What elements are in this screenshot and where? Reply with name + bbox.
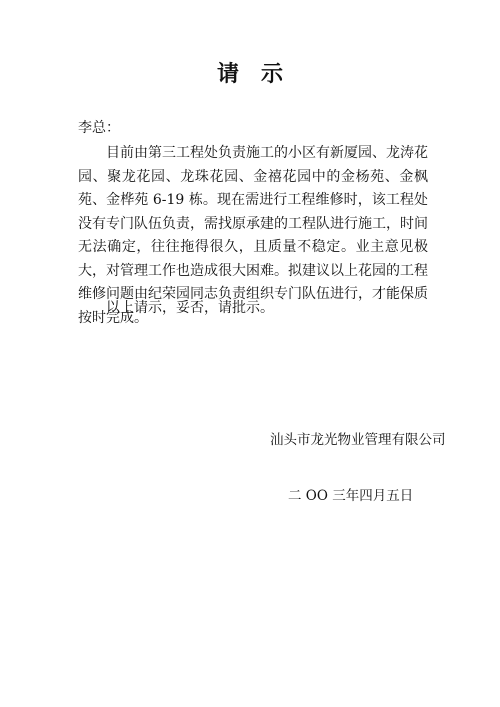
document-title: 请示: [216, 62, 305, 87]
request-line: 以上请示，妥否，请批示。: [106, 300, 274, 316]
salutation: 李总：: [78, 120, 120, 136]
document-date: 二 OO 三年四月五日: [288, 488, 414, 504]
company-signature: 汕头市龙光物业管理有限公司: [270, 432, 446, 448]
body-paragraph: 目前由第三工程处负责施工的小区有新厦园、龙涛花园、聚龙花园、龙珠花园、金禧花园中的金杨苑、金枫苑、金桦苑 6-19 栋。现在需进行工程维修时，该工程处没有专门队伍负责，需找原承建的工程队进行施工，时间无法确定，往往拖得很久，且质量不稳定。业主意见极大，对管理工作也造成很大困难。拟建议以上花园的工程维修问题由纪荣园同志负责组织专门队伍进行，才能保质按时完成。: [78, 145, 428, 326]
